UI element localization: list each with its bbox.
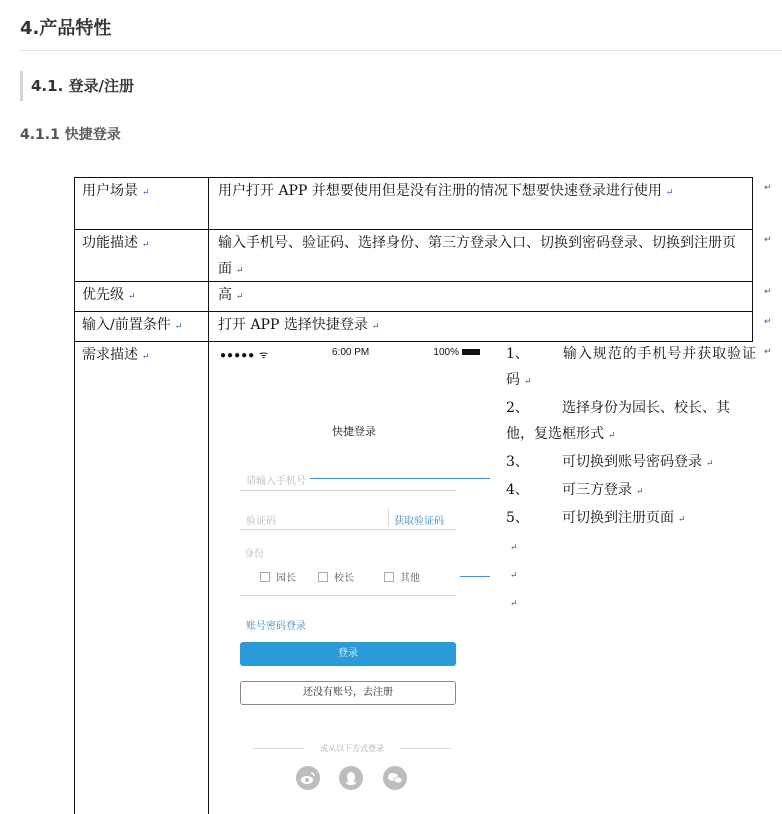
login-mockup [216, 341, 496, 813]
callout-line [310, 478, 490, 479]
table-label-cell: 功能描述 ↵ [82, 235, 150, 251]
phone-input[interactable]: 请输入手机号 [246, 476, 306, 487]
table-value-cell: 用户打开 APP 并想要使用但是没有注册的情况下想要快速登录进行使用 ↵ [218, 183, 674, 199]
paragraph-mark: ↵ [764, 183, 772, 193]
table-value-cell: 高 ↵ [218, 287, 244, 303]
table-border-right [752, 177, 753, 342]
account-login-link[interactable]: 账号密码登录 [246, 621, 306, 632]
empty-paragraph: ↵ [510, 599, 518, 609]
identity-label: 身份 [244, 549, 264, 560]
screen-title: 快捷登录 [332, 426, 376, 438]
section-heading: 4.产品特性 [20, 18, 112, 39]
table-label-cell: 需求描述 ↵ [82, 347, 150, 363]
code-input[interactable]: 验证码 [246, 516, 276, 527]
table-label-cell: 输入/前置条件 ↵ [82, 317, 183, 333]
heading-divider [20, 50, 782, 51]
table-value-cell: 打开 APP 选择快捷登录 ↵ [218, 317, 380, 333]
callout-line [460, 576, 490, 577]
paragraph-mark: ↵ [764, 317, 772, 327]
list-item: 5、 可切换到注册页面 ↵ [506, 510, 686, 526]
status-time: 6:00 PM [332, 347, 370, 358]
status-bar [220, 347, 488, 361]
field-divider [388, 508, 389, 526]
checkbox-other[interactable]: 其他 [384, 569, 420, 584]
checkbox-icon [260, 572, 270, 582]
register-button[interactable]: 还没有账号，去注册 [240, 681, 456, 705]
requirements-list [506, 341, 756, 617]
battery-icon [462, 349, 480, 355]
paragraph-mark: ↵ [764, 287, 772, 297]
get-code-button[interactable]: 获取验证码 [394, 516, 444, 527]
wechat-icon[interactable] [383, 766, 407, 790]
subsection-heading: 4.1. 登录/注册 [20, 71, 134, 101]
code-input-underline [240, 529, 456, 530]
list-item: 3、 可切换到账号密码登录 ↵ [506, 454, 714, 470]
identity-underline [240, 595, 456, 596]
table-column-divider [208, 177, 209, 814]
weibo-icon[interactable] [296, 766, 320, 790]
qq-icon[interactable] [339, 766, 363, 790]
paragraph-mark: ↵ [764, 347, 772, 357]
empty-paragraph: ↵ [510, 571, 518, 581]
list-item: 4、 可三方登录 ↵ [506, 482, 644, 498]
checkbox-icon [318, 572, 328, 582]
table-label-cell: 用户场景 ↵ [82, 183, 150, 199]
checkbox-icon [384, 572, 394, 582]
login-button[interactable]: 登录 [240, 642, 456, 666]
signal-indicator: ●●●●● ᯤ [220, 350, 270, 361]
table-border-left [74, 177, 75, 814]
table-value-cell: 输入手机号、验证码、选择身份、第三方登录入口、切换到密码登录、切换到注册页面 ↵ [218, 235, 736, 277]
checkbox-headmaster[interactable]: 校长 [318, 569, 354, 584]
phone-input-underline [240, 490, 456, 491]
subsubsection-heading: 4.1.1 快捷登录 [20, 127, 121, 143]
list-item: 1、 输入规范的手机号并获取验证码 ↵ [506, 346, 756, 388]
empty-paragraph: ↵ [510, 543, 518, 553]
list-item: 2、 选择身份为园长、校长、其他，复选框形式 ↵ [506, 400, 730, 442]
checkbox-principal[interactable]: 园长 [260, 569, 296, 584]
paragraph-mark: ↵ [764, 235, 772, 245]
battery-indicator: 100% [433, 347, 480, 358]
table-label-cell: 优先级 ↵ [82, 287, 136, 303]
third-party-label: 或从以下方式登录 [252, 743, 452, 754]
